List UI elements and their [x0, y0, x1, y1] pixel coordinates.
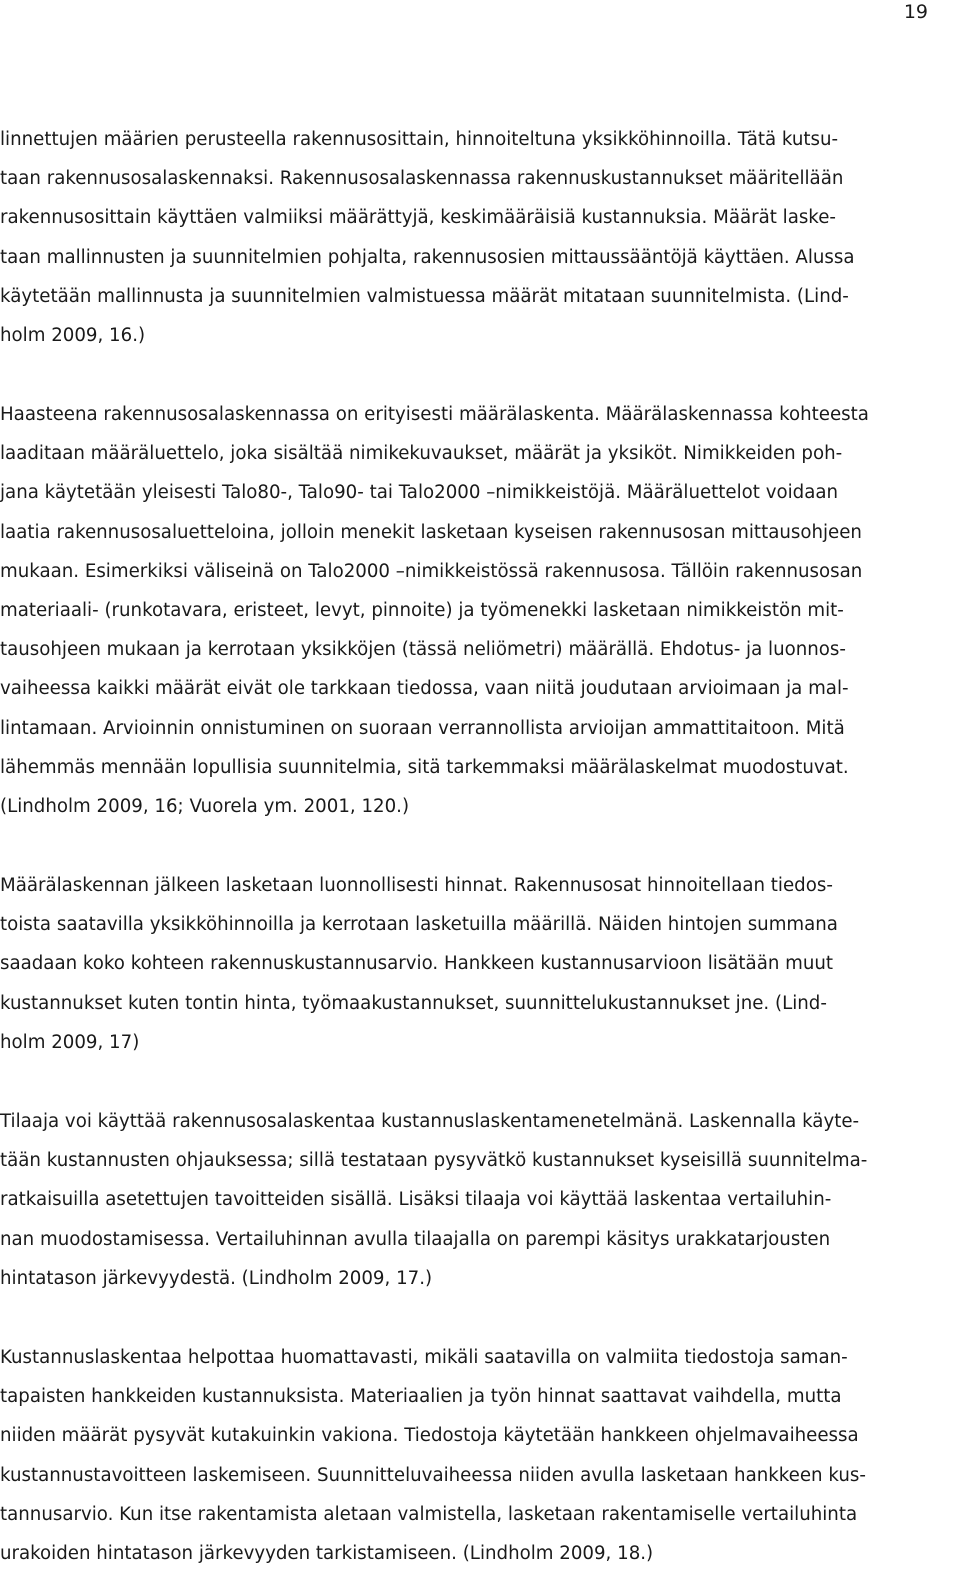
- text-line: vaiheessa kaikki määrät eivät ole tarkkaan tiedossa, vaan niitä joudutaan arvioimaan ja mal-: [0, 678, 849, 700]
- text-line: holm 2009, 16.): [0, 325, 146, 347]
- text-line: mukaan. Esimerkiksi väliseinä on Talo2000 –nimikkeistössä rakennusosa. Tällöin rakennusosan: [0, 560, 863, 582]
- paragraph-4: [0, 1102, 960, 1298]
- text-line: laatia rakennusosaluetteloina, jolloin menekit lasketaan kyseisen rakennusosan mittausohjeen: [0, 521, 862, 543]
- text-line: hintatason järkevyydestä. (Lindholm 2009, 17.): [0, 1267, 433, 1289]
- text-line: jana käytetään yleisesti Talo80-, Talo90- tai Talo2000 –nimikkeistöjä. Määräluettelot voidaan: [0, 482, 839, 504]
- text-line: käytetään mallinnusta ja suunnitelmien valmistuessa määrät mitataan suunnitelmista. (Lind-: [0, 285, 849, 307]
- text-line: toista saatavilla yksikköhinnoilla ja kerrotaan lasketuilla määrillä. Näiden hintojen summana: [0, 914, 838, 936]
- text-line: urakoiden hintatason järkevyyden tarkistamiseen. (Lindholm 2009, 18.): [0, 1543, 654, 1565]
- text-line: taan mallinnusten ja suunnitelmien pohjalta, rakennusosien mittaussääntöjä käyttäen. Alussa: [0, 246, 855, 268]
- text-line: kustannustavoitteen laskemiseen. Suunnitteluvaiheessa niiden avulla lasketaan hankkeen kus-: [0, 1464, 866, 1486]
- text-line: nan muodostamisessa. Vertailuhinnan avulla tilaajalla on parempi käsitys urakkatarjousten: [0, 1228, 831, 1250]
- text-line: Haasteena rakennusosalaskennassa on erityisesti määrälaskenta. Määrälaskennassa kohteesta: [0, 404, 869, 425]
- text-line: materiaali- (runkotavara, eristeet, levyt, pinnoite) ja työmenekki lasketaan nimikkeistön mit-: [0, 600, 844, 622]
- text-line: holm 2009, 17): [0, 1031, 140, 1053]
- text-line: Määrälaskennan jälkeen lasketaan luonnollisesti hinnat. Rakennusosat hinnoitellaan tiedos-: [0, 875, 833, 896]
- text-line: ratkaisuilla asetettujen tavoitteiden sisällä. Lisäksi tilaaja voi käyttää laskentaa vertailuhin-: [0, 1189, 832, 1211]
- text-line: Tilaaja voi käyttää rakennusosalaskentaa kustannuslaskentamenetelmänä. Laskennalla käyte-: [0, 1111, 860, 1132]
- text-line: kustannukset kuten tontin hinta, työmaakustannukset, suunnittelukustannukset jne. (Lind-: [0, 992, 827, 1014]
- text-line: tannusarvio. Kun itse rakentamista aletaan valmistella, lasketaan rakentamiselle vertailuhinta: [0, 1503, 858, 1525]
- text-line: (Lindholm 2009, 16; Vuorela ym. 2001, 120.): [0, 796, 410, 818]
- text-line: laaditaan määräluettelo, joka sisältää nimikekuvaukset, määrät ja yksiköt. Nimikkeiden poh-: [0, 443, 843, 465]
- text-line: tausohjeen mukaan ja kerrotaan yksikköjen (tässä neliömetri) määrällä. Ehdotus- ja luonnos-: [0, 639, 846, 661]
- text-line: saadaan koko kohteen rakennuskustannusarvio. Hankkeen kustannusarvioon lisätään muut: [0, 953, 834, 975]
- text-line: taan rakennusosalaskennaksi. Rakennusosalaskennassa rakennuskustannukset määritellään: [0, 168, 844, 190]
- page-number: 19: [903, 1, 928, 23]
- text-line: tapaisten hankkeiden kustannuksista. Materiaalien ja työn hinnat saattavat vaihdella, mutta: [0, 1386, 842, 1408]
- paragraph-2: [0, 395, 960, 826]
- text-line: Kustannuslaskentaa helpottaa huomattavasti, mikäli saatavilla on valmiita tiedostoja saman-: [0, 1347, 848, 1368]
- paragraph-1: [0, 120, 960, 355]
- text-line: rakennusosittain käyttäen valmiiksi määrättyjä, keskimääräisiä kustannuksia. Määrät laske-: [0, 207, 836, 229]
- text-line: lähemmäs mennään lopullisia suunnitelmia, sitä tarkemmaksi määrälaskelmat muodostuvat.: [0, 756, 849, 778]
- text-line: linnettujen määrien perusteella rakennusosittain, hinnoiteltuna yksikköhinnoilla. Tätä kutsu-: [0, 129, 839, 150]
- paragraph-3: [0, 866, 960, 1062]
- text-line: tään kustannusten ohjauksessa; sillä testataan pysyvätkö kustannukset kyseisillä suunnitelma-: [0, 1150, 868, 1172]
- text-line: lintamaan. Arvioinnin onnistuminen on suoraan verrannollista arvioijan ammattitaitoon. Mitä: [0, 717, 845, 739]
- text-line: niiden määrät pysyvät kutakuinkin vakiona. Tiedostoja käytetään hankkeen ohjelmavaiheessa: [0, 1425, 859, 1447]
- paragraph-5: [0, 1338, 960, 1573]
